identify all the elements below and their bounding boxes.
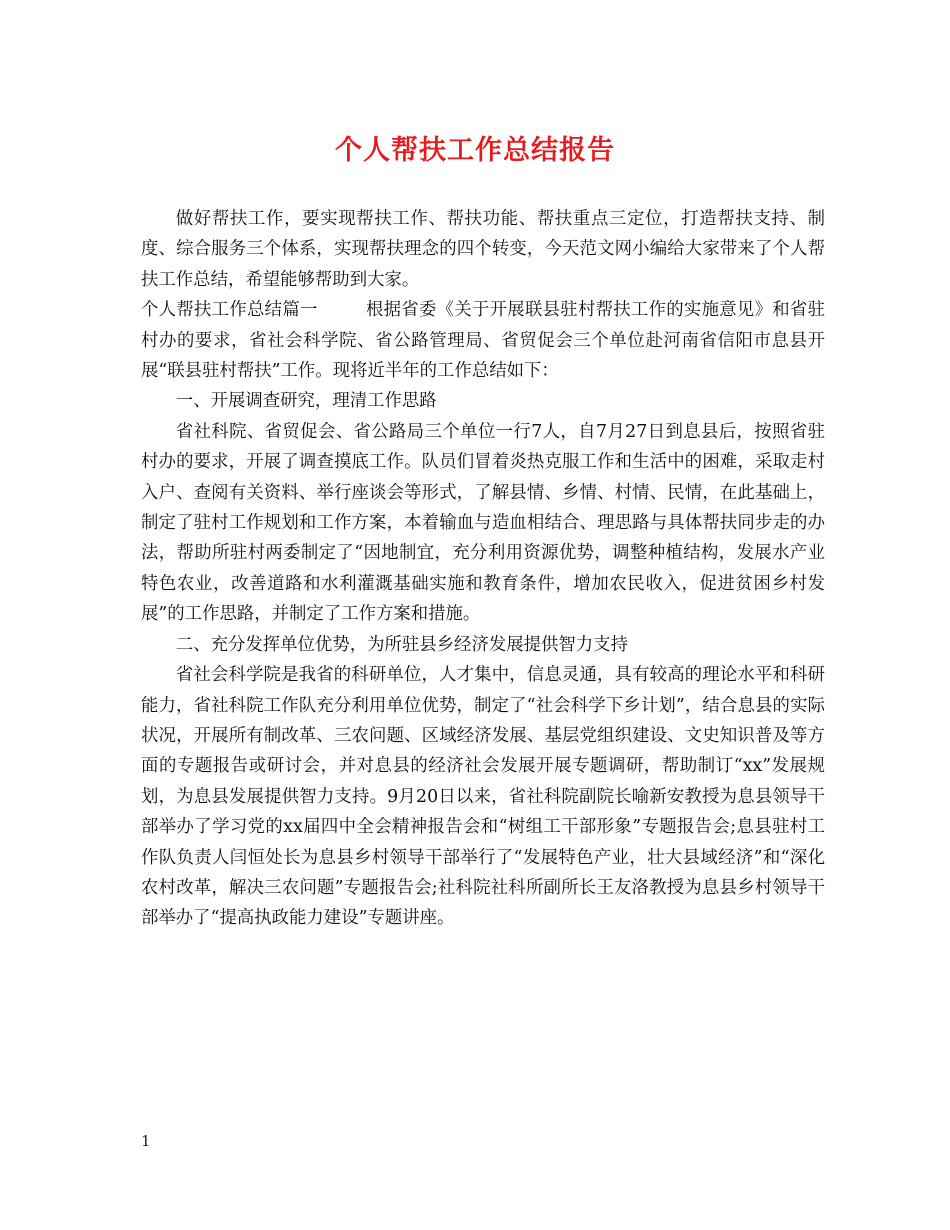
intro-paragraph: 做好帮扶工作，要实现帮扶工作、帮扶功能、帮扶重点三定位，打造帮扶支持、制度、综合服务三个体系，实现帮扶理念的四个转变，今天范文网小编给大家带来了个人帮扶工作总结，希望能够帮助到大家。 xyxy=(141,209,825,290)
section-intro-paragraph xyxy=(141,295,825,386)
section-intro-text: 根据省委《关于开展联县驻村帮扶工作的实施意见》和省驻村办的要求，省社会科学院、省公路管理局、省贸促会三个单位赴河南省信阳市息县开展“联县驻村帮扶”工作。现将近半年的工作总结如下： xyxy=(141,300,825,382)
section-heading-1: 一、开展调查研究，理清工作思路 xyxy=(175,391,437,412)
section-label: 个人帮扶工作总结篇一 xyxy=(141,300,318,321)
document-title: 个人帮扶工作总结报告 xyxy=(335,135,615,166)
document-body xyxy=(141,204,825,934)
body-paragraph-1: 省社科院、省贸促会、省公路局三个单位一行7人，自7月27日到息县后，按照省驻村办的要求，开展了调查摸底工作。队员们冒着炎热克服工作和生活中的困难，采取走村入户、查阅有关资料、举行座谈会等形式，了解县情、乡情、村情、民情，在此基础上，制定了驻村工作规划和工作方案，本着输血与造血相结合、理思路与具体帮扶同步走的办法，帮助所驻村两委制定了“因地制宜，充分利用资源优势，调整种植结构，发展水产业特色农业，改善道路和水利灌溉基础实施和教育条件，增加农民收入，促进贫困乡村发展”的工作思路，并制定了工作方案和措施。 xyxy=(141,421,825,625)
page-number: 1 xyxy=(141,1132,151,1150)
section-heading-2: 二、充分发挥单位优势，为所驻县乡经济发展提供智力支持 xyxy=(175,634,628,655)
body-paragraph-2: 省社会科学院是我省的科研单位，人才集中，信息灵通，具有较高的理论水平和科研能力，省社科院工作队充分利用单位优势，制定了“社会科学下乡计划”，结合息县的实际状况，开展所有制改革、三农问题、区域经济发展、基层党组织建设、文史知识普及等方面的专题报告或研讨会，并对息县的经济社会发展开展专题调研，帮助制订“xx”发展规划，为息县发展提供智力支持。9月20日以来，省社科院副院长喻新安教授为息县领导干部举办了学习党的xx届四中全会精神报告会和“树组工干部形象”专题报告会;息县驻村工作队负责人闫恒处长为息县乡村领导干部举行了“发展特色产业，壮大县域经济”和“深化农村改革，解决三农问题”专题报告会;社科院社科所副所长王友洛教授为息县乡村领导干部举办了“提高执政能力建设”专题讲座。 xyxy=(141,665,825,929)
